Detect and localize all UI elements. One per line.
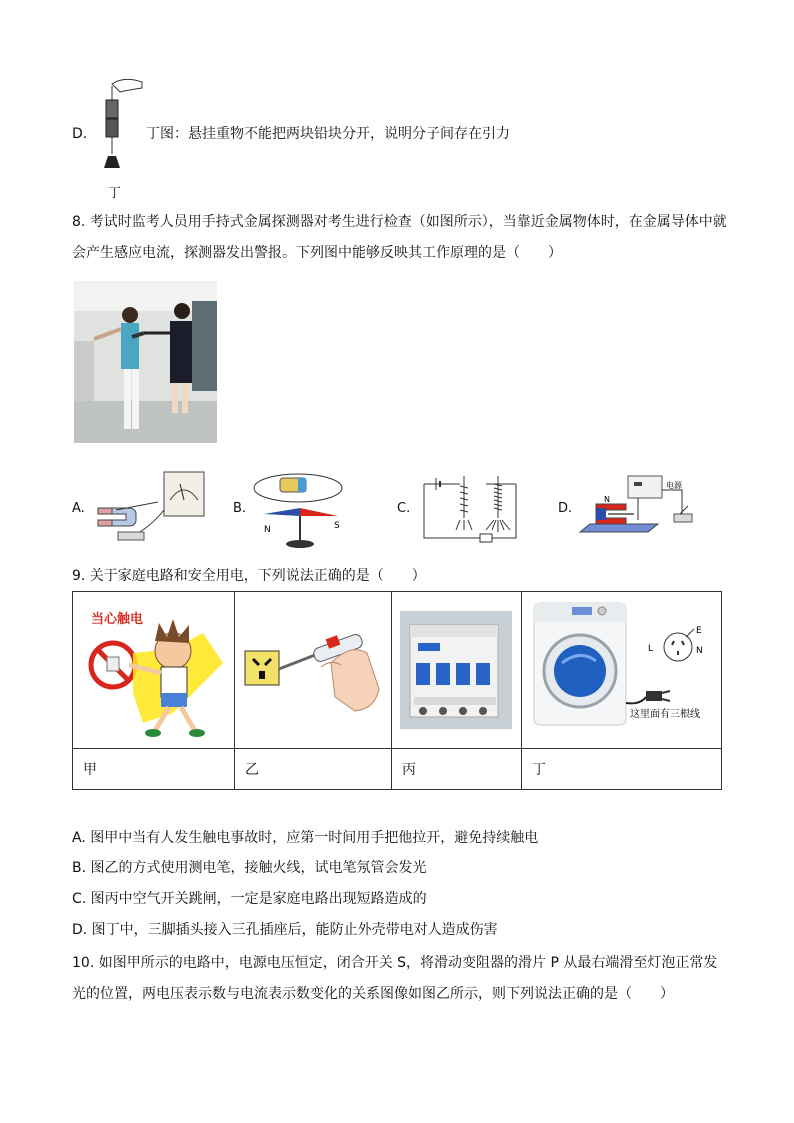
washing-machine-illustration bbox=[522, 593, 720, 743]
option-c-figure-electromagnets bbox=[420, 472, 520, 544]
column-label-jia: 甲 bbox=[73, 749, 235, 790]
column-label-yi: 乙 bbox=[235, 749, 392, 790]
plug-n-label: N bbox=[696, 646, 703, 656]
column-label-bing: 丙 bbox=[392, 749, 522, 790]
q10-stem-line1: 10. 如图甲所示的电路中，电源电压恒定，闭合开关 S，将滑动变阻器的滑片 P 从最右端滑至灯泡正常发 bbox=[72, 955, 718, 971]
electric-shock-illustration bbox=[73, 593, 233, 743]
compass-n-label: N bbox=[264, 525, 271, 535]
three-wires-note: 这里面有三根线 bbox=[630, 709, 700, 720]
column-label-ding: 丁 bbox=[522, 749, 722, 790]
lead-blocks-figure bbox=[98, 72, 148, 200]
warning-text: 当心触电 bbox=[91, 612, 144, 627]
q8-option-c-label: C. bbox=[397, 501, 411, 516]
cell-jia-image bbox=[73, 592, 235, 749]
q9-figure-table bbox=[72, 591, 722, 790]
plug-l-label: L bbox=[648, 644, 654, 654]
test-pen-illustration bbox=[235, 593, 390, 743]
air-circuit-breaker-illustration bbox=[392, 593, 520, 743]
metal-detector-photo bbox=[74, 281, 217, 443]
figure-label-ding: 丁 bbox=[108, 186, 122, 201]
q8-option-a-label: A. bbox=[72, 501, 85, 516]
q8-option-d-label: D. bbox=[558, 501, 573, 516]
option-b-figure-compass-coil bbox=[250, 466, 355, 552]
q9-option-c: C. 图丙中空气开关跳闸，一定是家庭电路出现短路造成的 bbox=[72, 891, 427, 907]
q9-stem: 9. 关于家庭电路和安全用电，下列说法正确的是（ ） bbox=[72, 568, 426, 584]
plug-e-label: E bbox=[696, 626, 702, 636]
cell-bing-image bbox=[392, 592, 522, 749]
compass-s-label: S bbox=[334, 521, 340, 531]
q8-stem-line2: 会产生感应电流，探测器发出警报。下列图中能够反映其工作原理的是（ ） bbox=[72, 245, 562, 261]
option-d-figure-motor-rail bbox=[578, 470, 698, 546]
magnet-n-label: N bbox=[604, 495, 610, 504]
q8-stem-line1: 8. 考试时监考人员用手持式金属探测器对考生进行检查（如图所示），当靠近金属物体时，在金属导体中就 bbox=[72, 214, 727, 230]
option-d-text: 丁图：悬挂重物不能把两块铅块分开，说明分子间存在引力 bbox=[146, 126, 510, 142]
power-source-label: 电源 bbox=[666, 481, 682, 490]
cell-yi-image bbox=[235, 592, 392, 749]
q9-option-d: D. 图丁中，三脚插头接入三孔插座后，能防止外壳带电对人造成伤害 bbox=[72, 922, 498, 938]
option-d-label: D. bbox=[72, 126, 88, 142]
q10-stem-line2: 光的位置，两电压表示数与电流表示数变化的关系图像如图乙所示，则下列说法正确的是（ ） bbox=[72, 986, 674, 1002]
cell-ding-image bbox=[522, 592, 722, 749]
q8-option-b-label: B. bbox=[233, 501, 247, 516]
q9-option-a: A. 图甲中当有人发生触电事故时，应第一时间用手把他拉开，避免持续触电 bbox=[72, 830, 539, 846]
q9-option-b: B. 图乙的方式使用测电笔，接触火线，试电笔氖管会发光 bbox=[72, 860, 427, 876]
option-a-figure-magnet-galvanometer bbox=[88, 470, 208, 548]
